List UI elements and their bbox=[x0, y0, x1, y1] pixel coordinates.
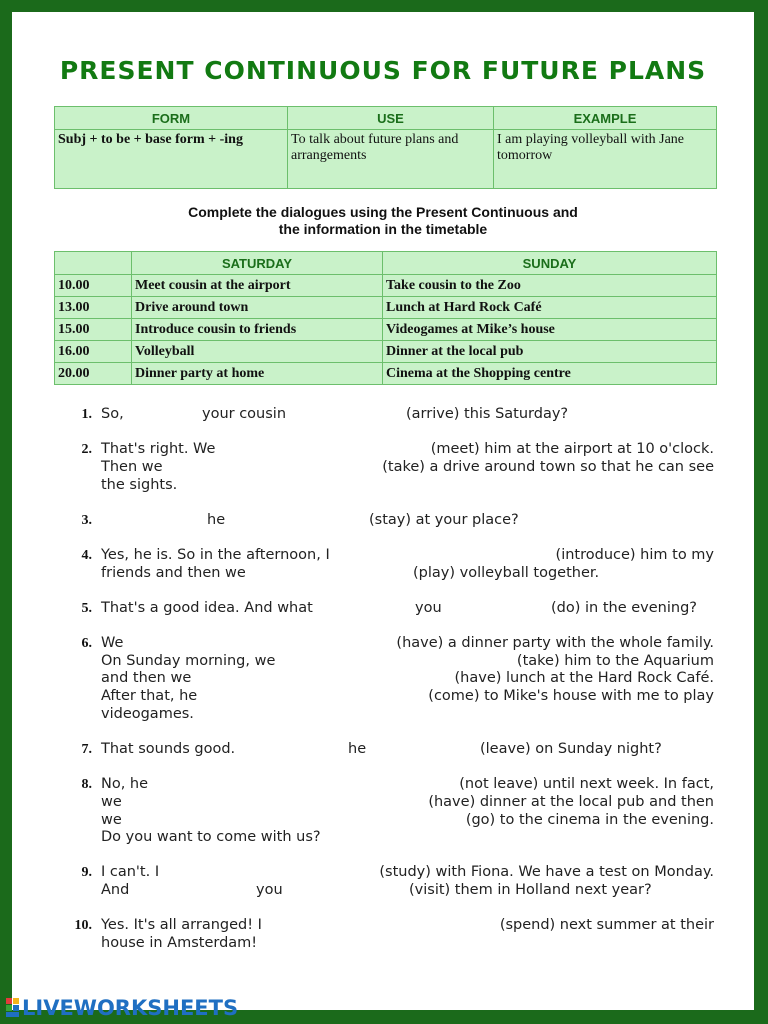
sunday-cell: Cinema at the Shopping centre bbox=[383, 363, 717, 385]
dialogue-text: (play) volleyball together. bbox=[413, 564, 600, 581]
dialogue-text: That's right. We bbox=[101, 441, 216, 458]
dialogue-text: house in Amsterdam! bbox=[101, 934, 258, 951]
saturday-cell: Meet cousin at the airport bbox=[132, 275, 383, 297]
dialogue-line bbox=[101, 812, 714, 830]
dialogue-text: (have) dinner at the local pub and then bbox=[428, 793, 714, 810]
dialogue-text: That's a good idea. And what bbox=[101, 599, 313, 616]
dialogue-text: That sounds good. bbox=[101, 740, 236, 757]
dialogue-text: And bbox=[101, 882, 130, 899]
dialogue-line bbox=[101, 935, 714, 953]
use-cell: To talk about future plans and arrangements bbox=[288, 130, 494, 189]
example-cell: I am playing volleyball with Jane tomorrow bbox=[494, 130, 717, 189]
dialogue-text: videogames. bbox=[101, 705, 194, 722]
time-cell: 10.00 bbox=[55, 275, 132, 297]
liveworksheets-logo-icon bbox=[6, 998, 20, 1018]
page-title: PRESENT CONTINUOUS FOR FUTURE PLANS bbox=[59, 56, 707, 85]
dialogue-text: (go) to the cinema in the evening. bbox=[465, 811, 714, 828]
dialogue-line bbox=[101, 741, 714, 759]
dialogue-line bbox=[101, 688, 714, 706]
dialogue-text: (leave) on Sunday night? bbox=[480, 740, 662, 757]
dialogue-line bbox=[101, 794, 714, 812]
dialogue-text: (have) a dinner party with the whole family. bbox=[396, 635, 714, 651]
dialogue-text: and then we bbox=[101, 670, 192, 687]
time-cell: 20.00 bbox=[55, 363, 132, 385]
timetable bbox=[54, 251, 717, 385]
dialogue-text: (do) in the evening? bbox=[551, 599, 697, 616]
timetable-row bbox=[55, 363, 717, 385]
dialogue-text: (visit) them in Holland next year? bbox=[409, 882, 652, 899]
dialogue-text: (meet) him at the airport at 10 o'clock. bbox=[430, 441, 714, 458]
time-cell: 13.00 bbox=[55, 297, 132, 319]
saturday-header: SATURDAY bbox=[132, 252, 383, 275]
dialogue-text: (study) with Fiona. We have a test on Monday. bbox=[379, 864, 714, 881]
instruction-line: the information in the timetable bbox=[278, 221, 488, 237]
item-number: 1. bbox=[81, 407, 92, 422]
dialogue-line bbox=[101, 459, 714, 477]
dialogue-text: the sights. bbox=[101, 476, 178, 493]
dialogue-text: Yes, he is. So in the afternoon, I bbox=[101, 546, 330, 563]
dialogue-text: friends and then we bbox=[101, 564, 246, 581]
dialogue-item bbox=[74, 776, 714, 847]
item-number: 8. bbox=[81, 777, 92, 793]
form-cell: Subj + to be + base form + -ing bbox=[55, 130, 288, 189]
example-header: EXAMPLE bbox=[494, 107, 717, 130]
dialogue-line bbox=[101, 706, 714, 724]
instruction-line: Complete the dialogues using the Present Continuous and bbox=[188, 204, 578, 220]
form-use-example-table bbox=[54, 106, 717, 189]
dialogue-item bbox=[74, 406, 714, 424]
dialogue-text: we bbox=[101, 793, 122, 810]
dialogue-text: Do you want to come with us? bbox=[101, 829, 321, 846]
dialogue-line bbox=[101, 776, 714, 794]
dialogue-text: he bbox=[207, 511, 226, 528]
dialogue-item bbox=[74, 441, 714, 494]
dialogue-item bbox=[74, 741, 714, 759]
dialogue-line bbox=[101, 547, 714, 565]
dialogue-text: (spend) next summer at their bbox=[499, 917, 714, 934]
sunday-cell: Dinner at the local pub bbox=[383, 341, 717, 363]
brand-name: LIVEWORKSHEETS bbox=[22, 996, 239, 1020]
dialogue-line bbox=[101, 477, 714, 495]
item-number: 3. bbox=[81, 512, 92, 528]
dialogue-text: (not leave) until next week. In fact, bbox=[459, 776, 714, 793]
worksheet-page bbox=[12, 12, 754, 1010]
sunday-cell: Take cousin to the Zoo bbox=[383, 275, 717, 297]
dialogue-text: you bbox=[256, 882, 283, 899]
dialogue-line bbox=[101, 635, 714, 653]
dialogue-text: (have) lunch at the Hard Rock Café. bbox=[454, 670, 714, 687]
saturday-cell: Dinner party at home bbox=[132, 363, 383, 385]
dialogue-text: (take) him to the Aquarium bbox=[516, 652, 714, 669]
dialogue-text: After that, he bbox=[101, 688, 198, 705]
dialogue-text: I can't. I bbox=[101, 864, 160, 881]
dialogue-text: (arrive) this Saturday? bbox=[406, 406, 569, 422]
dialogue-text: Yes. It's all arranged! I bbox=[101, 917, 262, 934]
item-number: 4. bbox=[81, 547, 92, 563]
dialogue-text: (stay) at your place? bbox=[369, 511, 519, 528]
dialogue-item bbox=[74, 917, 714, 952]
saturday-cell: Drive around town bbox=[132, 297, 383, 319]
dialogue-item bbox=[74, 547, 714, 582]
saturday-cell: Introduce cousin to friends bbox=[132, 319, 383, 341]
liveworksheets-logo bbox=[6, 996, 238, 1022]
dialogue-item bbox=[74, 864, 714, 899]
timetable-row bbox=[55, 275, 717, 297]
dialogue-text: Then we bbox=[101, 458, 163, 475]
dialogue-text: we bbox=[101, 811, 122, 828]
time-cell: 16.00 bbox=[55, 341, 132, 363]
dialogue-text: (come) to Mike's house with me to play bbox=[428, 688, 714, 705]
form-header: FORM bbox=[55, 107, 288, 130]
item-number: 9. bbox=[81, 865, 92, 881]
dialogue-text: On Sunday morning, we bbox=[101, 652, 276, 669]
dialogue-text: So, bbox=[101, 406, 124, 422]
dialogue-item bbox=[74, 512, 714, 530]
time-header bbox=[55, 252, 132, 275]
sunday-cell: Videogames at Mike’s house bbox=[383, 319, 717, 341]
item-number: 7. bbox=[81, 741, 92, 757]
time-cell: 15.00 bbox=[55, 319, 132, 341]
timetable-row bbox=[55, 319, 717, 341]
dialogue-line bbox=[101, 670, 714, 688]
dialogue-item bbox=[74, 600, 714, 618]
use-header: USE bbox=[288, 107, 494, 130]
dialogue-text: your cousin bbox=[202, 406, 287, 422]
item-number: 10. bbox=[74, 918, 92, 934]
saturday-cell: Volleyball bbox=[132, 341, 383, 363]
dialogue-text: We bbox=[101, 635, 124, 651]
timetable-row bbox=[55, 341, 717, 363]
dialogue-text: he bbox=[348, 740, 367, 757]
dialogue-text: (introduce) him to my bbox=[555, 546, 714, 563]
dialogue-line bbox=[101, 512, 714, 530]
sunday-header: SUNDAY bbox=[383, 252, 717, 275]
dialogue-text: you bbox=[415, 599, 442, 616]
dialogue-line bbox=[101, 882, 714, 900]
dialogue-line bbox=[101, 565, 714, 583]
item-number: 5. bbox=[81, 600, 92, 616]
sunday-cell: Lunch at Hard Rock Café bbox=[383, 297, 717, 319]
dialogue-line bbox=[101, 917, 714, 935]
dialogue-line bbox=[101, 441, 714, 459]
dialogue-line bbox=[101, 653, 714, 671]
item-number: 6. bbox=[81, 636, 92, 651]
item-number: 2. bbox=[81, 442, 92, 458]
dialogue-line bbox=[101, 864, 714, 882]
timetable-row bbox=[55, 297, 717, 319]
dialogue-text: No, he bbox=[101, 776, 149, 793]
dialogue-line bbox=[101, 600, 714, 618]
dialogue-line bbox=[101, 406, 714, 424]
dialogue-text: (take) a drive around town so that he can see bbox=[382, 458, 714, 475]
instruction-text bbox=[12, 204, 754, 238]
dialogue-line bbox=[101, 829, 714, 847]
dialogue-item bbox=[74, 635, 714, 723]
dialogue-questions bbox=[74, 406, 714, 970]
